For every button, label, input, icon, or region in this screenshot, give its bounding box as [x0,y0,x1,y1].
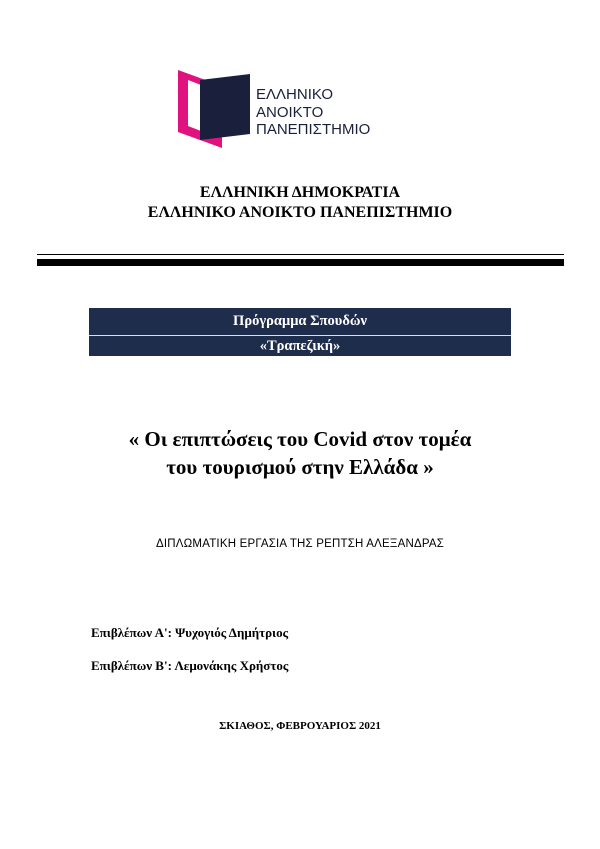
thesis-title [0,425,600,481]
thesis-author-line: ΔΙΠΛΩΜΑΤΙΚΗ ΕΡΓΑΣΙΑ ΤΗΣ ΡΕΠΤΣΗ ΑΛΕΞΑΝΔΡΑΣ [155,538,445,550]
program-banner [89,308,511,356]
divider-thick [37,259,564,266]
title-line-2: του τουρισμού στην Ελλάδα » [166,455,434,479]
republic-line: ΕΛΛΗΝΙΚΗ ΔΗΜΟΚΡΑΤΙΑ [199,184,401,201]
logo-line-3: ΠΑΝΕΠΙΣΤΗΜΙΟ [256,121,371,138]
divider-thin [37,254,564,255]
logo-line-1: ΕΛΛΗΝΙΚΟ [256,86,334,103]
institution-heading [0,183,600,223]
program-label: Πρόγραμμα Σπουδών [233,313,367,329]
program-name: «Τραπεζική» [259,338,341,354]
university-logo [178,70,378,152]
eap-logo-icon [178,70,250,148]
title-line-1: « Οι επιπτώσεις του Covid στον τομέα [128,427,472,451]
university-line: ΕΛΛΗΝΙΚΟ ΑΝΟΙΚΤΟ ΠΑΝΕΠΙΣΤΗΜΙΟ [147,204,453,221]
place-and-date: ΣΚΙΑΘΟΣ, ΦΕΒΡΟΥΑΡΙΟΣ 2021 [219,720,381,732]
logo-wordmark [256,86,370,139]
logo-line-2: ΑΝΟΙΚΤΟ [256,103,324,121]
supervisor-a: Επιβλέπων Α': Ψυχογιός Δημήτριος [91,625,289,640]
supervisor-b: Επιβλέπων Β': Λεμονάκης Χρήστος [91,658,289,673]
